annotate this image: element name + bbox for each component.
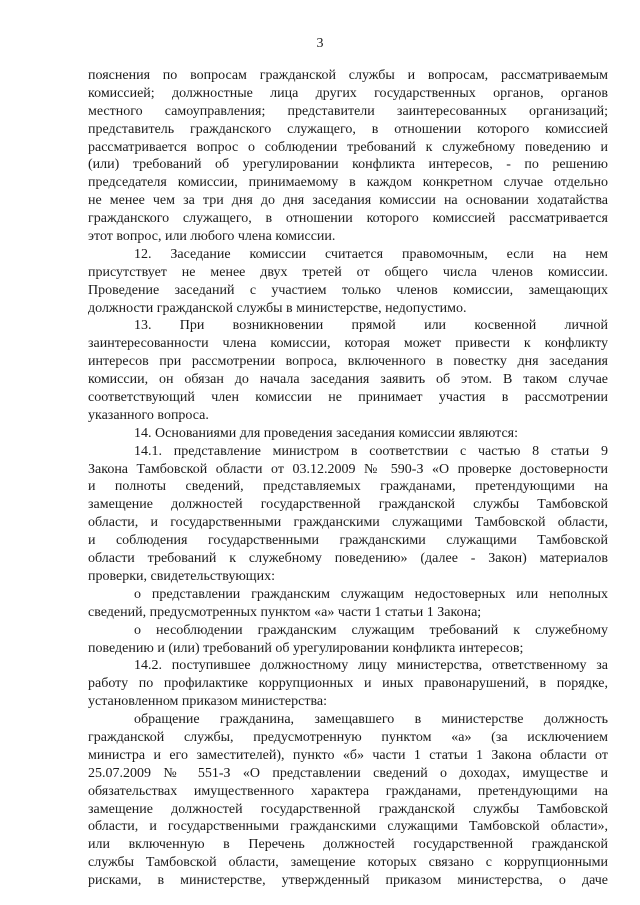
text-line: (или) требований об урегулировании конфликта интересов, - по решению <box>88 157 608 173</box>
text-line: гражданского служащего, в отношении которого комиссией рассматривается <box>88 211 608 227</box>
text-line: или включенную в Перечень должностей государственной гражданской <box>88 837 608 853</box>
text-line: присутствует не менее двух третей от общего числа членов комиссии. <box>88 264 608 280</box>
text-line: обязательствах имущественного характера гражданами, претендующими на <box>88 783 608 799</box>
text-line: и полноты сведений, представляемых гражданами, претендующими на <box>88 479 608 495</box>
text-line: о представлении гражданским служащим недостоверных или неполных <box>134 586 608 602</box>
text-line: области, и государственными гражданскими служащими Тамбовской области, <box>88 515 608 531</box>
text-line: о несоблюдении гражданским служащим требований к служебному <box>134 622 608 638</box>
text-line: установленном приказом министерства: <box>88 694 327 710</box>
text-line: интересов при рассмотрении вопроса, включенного в повестку дня заседания <box>88 354 608 370</box>
text-line: Закона Тамбовской области от 03.12.2009 № 590-З «О проверке достоверности <box>88 461 608 477</box>
text-line: области требований к служебному поведению» (далее - Закон) материалов <box>88 551 608 567</box>
text-line: должности гражданской службы в министерстве, недопустимо. <box>88 300 467 316</box>
text-line: 14.2. поступившее должностному лицу министерства, ответственному за <box>134 658 608 674</box>
text-line: Проведение заседаний с участием только членов комиссии, замещающих <box>88 282 608 298</box>
text-line: заинтересованности члена комиссии, которая может привести к конфликту <box>88 336 608 352</box>
text-line: комиссии, он обязан до начала заседания заявить об этом. В таком случае <box>88 372 608 388</box>
text-line: поведению и (или) требований об урегулировании конфликта интересов; <box>88 640 524 656</box>
text-line: рассматривается вопрос о соблюдении требований к служебному поведению и <box>88 139 608 155</box>
text-line: работу по профилактике коррупционных и иных правонарушений, в порядке, <box>88 676 608 692</box>
text-line: 25.07.2009 № 551-З «О представлении сведений о доходах, имуществе и <box>88 765 608 781</box>
text-line: службы Тамбовской области, замещение которых связано с коррупционными <box>88 855 608 871</box>
text-line: обращение гражданина, замещавшего в министерстве должность <box>134 712 608 728</box>
text-line: не менее чем за три дня до дня заседания комиссии на основании ходатайства <box>88 193 608 209</box>
text-line: представитель гражданского служащего, в отношении которого комиссией <box>88 121 608 137</box>
text-line: сведений, предусмотренных пунктом «а» части 1 статьи 1 Закона; <box>88 604 482 620</box>
text-line: 13. При возникновении прямой или косвенной личной <box>134 318 608 334</box>
text-line: 12. Заседание комиссии считается правомочным, если на нем <box>134 246 608 262</box>
text-line: рисками, в министерстве, утвержденный приказом министерства, о даче <box>88 873 608 889</box>
document-body <box>88 67 608 890</box>
text-line: замещение должностей государственной гражданской службы Тамбовской <box>88 497 608 513</box>
text-line: замещение должностей государственной гражданской службы Тамбовской <box>88 801 608 817</box>
text-line: местного самоуправления; представители заинтересованных организаций; <box>88 103 608 119</box>
text-line: и соблюдения государственными гражданскими служащими Тамбовской <box>88 533 608 549</box>
text-line: министра и его заместителей), пункто «б» части 1 статьи 1 Закона области от <box>88 747 608 763</box>
text-line: пояснения по вопросам гражданской службы и вопросам, рассматриваемым <box>88 68 608 83</box>
page-number: 3 <box>316 36 324 51</box>
text-line: гражданской службы, предусмотренную пунктом «а» (за исключением <box>88 729 608 745</box>
text-line: комиссией; должностные лица других государственных органов, органов <box>88 85 608 101</box>
text-line: соответствующий член комиссии не принимает участия в рассмотрении <box>88 390 608 406</box>
text-line: этот вопрос, или любого члена комиссии. <box>88 229 336 245</box>
text-line: области, и государственными гражданскими служащими Тамбовской области», <box>88 819 608 835</box>
text-line: 14. Основаниями для проведения заседания комиссии являются: <box>134 425 518 441</box>
text-line: указанного вопроса. <box>88 407 209 423</box>
text-line: проверки, свидетельствующих: <box>88 568 275 584</box>
text-line: 14.1. представление министром в соответствии с частью 8 статьи 9 <box>134 443 608 459</box>
text-line: председателя комиссии, принимаемому в каждом конкретном случае отдельно <box>88 175 608 191</box>
